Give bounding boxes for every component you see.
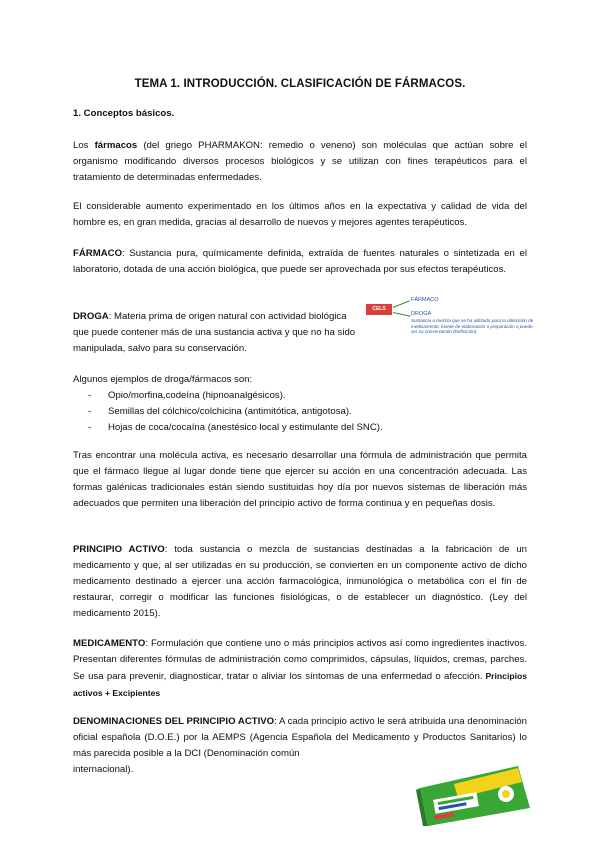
arrow-down: [393, 312, 411, 317]
term-droga: DROGA: [73, 311, 109, 322]
droga-farmaco-diagram: [366, 295, 534, 343]
arrow-up: [393, 300, 410, 308]
definition-text: : Formulación que contiene uno o más principios activos así como ingredientes inactivos. Presentan diferentes fórmulas de administración como comprimidos, cápsulas, líquidos, cremas, parches. Se usa para prevenir, diagnosticar, tratar o aliviar los síntomas de una enfermedad o afección.: [73, 638, 527, 682]
term-medicamento: MEDICAMENTO: [73, 638, 146, 649]
term-farmacos: fármacos: [94, 140, 138, 151]
term-denominaciones: DENOMINACIONES DEL PRINCIPIO ACTIVO: [73, 716, 275, 727]
medicine-package-image: [414, 758, 532, 828]
section-heading: 1. Conceptos básicos.: [73, 108, 175, 119]
definition-principio-activo: [73, 542, 527, 622]
definition-denominaciones: [73, 714, 527, 762]
definition-text: : toda sustancia o mezcla de sustancias destinadas a la fabricación de un medicamento y que, al ser utilizadas en su producción, se convierten en un componente activo de dicho medicamento destinado a ejercer una acción farmacológica, inmunológica o metabólica con el fin de restaurar, corregir o modificar las funciones fisiológicas, o de establecer un diagnóstico. (Ley del medicamento 2015).: [73, 544, 527, 619]
definition-text: : A cada principio activo le será atribuida una denominación oficial española (D.O.E.) por la AEMPS (Agencia Española del Medicamento y Productos Sanitarios) lo más parecida posible a la DCI (Denominación común: [73, 716, 528, 759]
examples-list: [88, 388, 383, 436]
definition-farmaco: [73, 246, 527, 278]
diagram-note: Sustancia o mezcla que se ha utilizado para la obtención de medicamento, fuente de elaboración o preparación o puede ser su conservación (Definición): [411, 318, 534, 335]
diagram-label-droga: DROGA: [411, 311, 432, 317]
definition-medicamento: [73, 636, 527, 702]
page-title: TEMA 1. INTRODUCCIÓN. CLASIFICACIÓN DE FÁRMACOS.: [134, 78, 466, 90]
paragraph-aumento: El considerable aumento experimentado en los últimos años en la expectativa y calidad de vida del hombre es, en gran medida, gracias al desarrollo de nuevos y mejores agentes terapéuticos.: [73, 201, 527, 228]
list-item: - Opio/morfina,codeína (hipnoanalgésicos).: [88, 390, 286, 401]
term-farmaco: FÁRMACO: [73, 248, 123, 259]
definition-droga: [73, 309, 358, 357]
text: (del griego PHARMAKON: remedio o veneno) son moléculas que actúan sobre el organismo modificando diversos procesos biológicos y se utilizan con fines terapéuticos para el tratamiento de determinadas enfermedades.: [73, 140, 527, 183]
term-principio-activo: PRINCIPIO ACTIVO: [73, 544, 165, 555]
examples-intro: Algunos ejemplos de droga/fármacos son:: [73, 374, 253, 385]
list-item: - Semillas del cólchico/colchicina (antimitótica, antigotosa).: [88, 406, 352, 417]
list-item: - Hojas de coca/cocaína (anestésico local y estimulante del SNC).: [88, 422, 383, 433]
definition-text: : Materia prima de origen natural con actividad biológica que puede contener más de una sustancia activa y que no ha sido manipulada, salvo para su conservación.: [73, 311, 356, 354]
text: Los: [73, 140, 95, 151]
diagram-label-farmaco: FÁRMACO: [411, 297, 439, 303]
diagram-tag: CELS: [366, 304, 392, 315]
denominaciones-tail: internacional).: [73, 764, 134, 775]
paragraph-tras: Tras encontrar una molécula activa, es necesario desarrollar una fórmula de administración que permita que el fármaco llegue al lugar donde tiene que ejercer su acción en una concentración adecuada. Las formas galénicas tradicionales están siendo sustituidas hoy día por nuevos sistemas de liberación más adecuados que permiten una liberación del principio activo de forma continua y en pequeñas dosis.: [73, 450, 527, 509]
paragraph-farmacos: [73, 138, 527, 186]
note-formula: Principios activos + Excipientes: [73, 671, 527, 698]
definition-text: : Sustancia pura, químicamente definida, extraída de fuentes naturales o sintetizada en el laboratorio, dotada de una acción biológica, que puede ser aprovechada por sus efectos terapéuticos.: [73, 248, 527, 275]
